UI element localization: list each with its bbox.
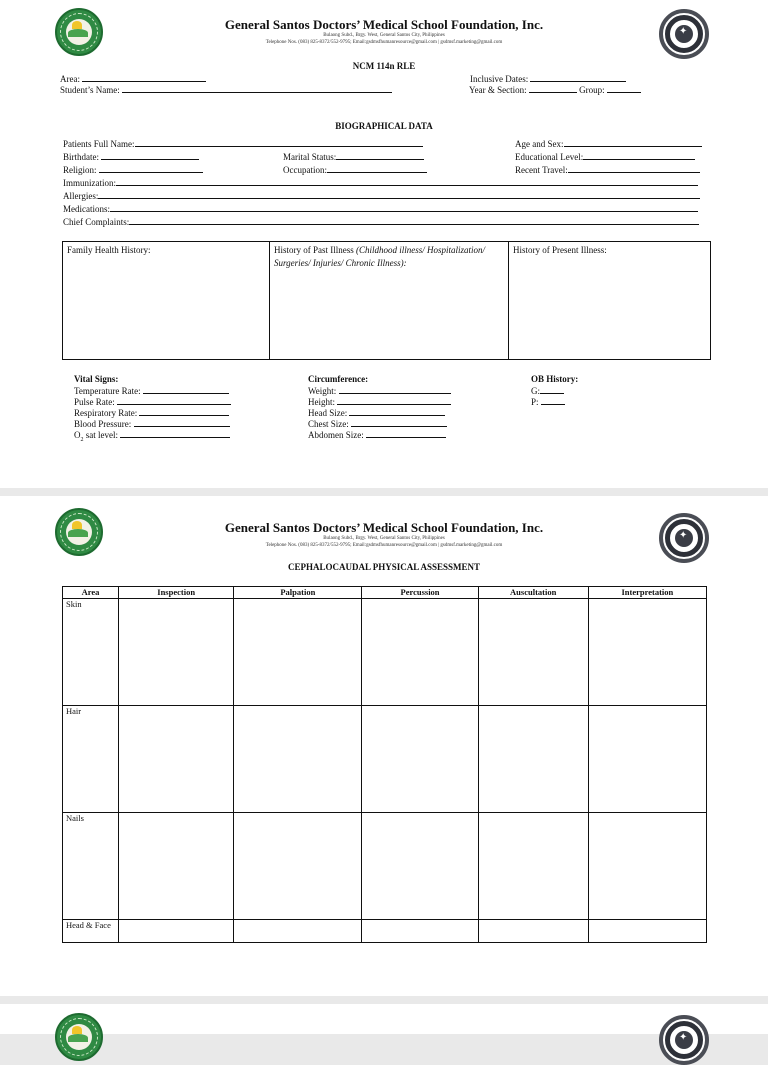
percussion-cell[interactable] bbox=[362, 599, 478, 706]
ob-history-title: OB History: bbox=[531, 374, 579, 384]
para-label: P: bbox=[531, 397, 539, 407]
o2-sat-label bbox=[74, 430, 118, 443]
inspection-cell[interactable] bbox=[119, 599, 234, 706]
row-area-label: Hair bbox=[63, 706, 119, 813]
respiratory-field[interactable] bbox=[74, 407, 229, 418]
religion-field[interactable] bbox=[63, 164, 203, 175]
medications-label: Medications: bbox=[63, 204, 110, 214]
circumference-title: Circumference: bbox=[308, 374, 369, 384]
inspection-cell[interactable] bbox=[119, 920, 234, 943]
org-name: General Santos Doctors’ Medical School Foundation, Inc. bbox=[224, 520, 544, 535]
present-illness-cell[interactable] bbox=[509, 242, 710, 359]
table-row bbox=[63, 599, 707, 706]
inclusive-dates-field[interactable] bbox=[470, 73, 626, 84]
history-box bbox=[62, 241, 711, 360]
table-row bbox=[63, 920, 707, 943]
immunization-field[interactable] bbox=[63, 177, 698, 188]
column-header: Percussion bbox=[362, 587, 478, 599]
present-illness-label: History of Present Illness: bbox=[513, 245, 607, 255]
auscultation-cell[interactable] bbox=[478, 599, 588, 706]
palpation-cell[interactable] bbox=[234, 813, 362, 920]
occupation-label: Occupation: bbox=[283, 165, 327, 175]
interpretation-cell[interactable] bbox=[588, 813, 706, 920]
religion-label: Religion: bbox=[63, 165, 97, 175]
area-label: Area: bbox=[60, 74, 80, 84]
past-illness-cell[interactable] bbox=[270, 242, 509, 359]
o2-suffix: sat level: bbox=[83, 430, 118, 440]
assessment-table bbox=[62, 586, 707, 943]
org-address: Bulaong Subd., Brgy. West, General Santos City, Philippines bbox=[323, 536, 445, 541]
respiratory-label: Respiratory Rate: bbox=[74, 408, 138, 418]
course-title: NCM 114n RLE bbox=[352, 61, 416, 71]
educational-level-field[interactable] bbox=[515, 151, 695, 162]
row-area-label: Head & Face bbox=[63, 920, 119, 943]
column-header: Interpretation bbox=[588, 587, 706, 599]
blood-pressure-field[interactable] bbox=[74, 418, 230, 429]
column-header: Inspection bbox=[119, 587, 234, 599]
abdomen-size-label: Abdomen Size: bbox=[308, 430, 364, 440]
student-name-field[interactable] bbox=[60, 84, 392, 95]
form-page-1 bbox=[0, 0, 768, 488]
column-header: Area bbox=[63, 587, 119, 599]
student-name-label: Student’s Name: bbox=[60, 85, 120, 95]
patient-name-label: Patients Full Name: bbox=[63, 139, 135, 149]
occupation-field[interactable] bbox=[283, 164, 427, 175]
interpretation-cell[interactable] bbox=[588, 920, 706, 943]
nursing-seal-logo: ✦ bbox=[659, 513, 709, 563]
blood-pressure-label: Blood Pressure: bbox=[74, 419, 132, 429]
auscultation-cell[interactable] bbox=[478, 813, 588, 920]
past-illness-label bbox=[274, 244, 504, 270]
inclusive-dates-label: Inclusive Dates: bbox=[470, 74, 529, 84]
percussion-cell[interactable] bbox=[362, 706, 478, 813]
abdomen-size-field[interactable] bbox=[308, 429, 446, 440]
table-row bbox=[63, 706, 707, 813]
palpation-cell[interactable] bbox=[234, 599, 362, 706]
weight-label: Weight: bbox=[308, 386, 337, 396]
past-illness-detail: (Childhood illness/ Hospitalization/ Surgeries/ Injuries/ Chronic Illness): bbox=[274, 245, 486, 268]
allergies-field[interactable] bbox=[63, 190, 700, 201]
chest-size-field[interactable] bbox=[308, 418, 447, 429]
head-size-label: Head Size: bbox=[308, 408, 348, 418]
weight-field[interactable] bbox=[308, 385, 451, 396]
marital-status-label: Marital Status: bbox=[283, 152, 337, 162]
o2-sub: 2 bbox=[80, 436, 84, 443]
age-sex-label: Age and Sex: bbox=[515, 139, 564, 149]
family-history-label: Family Health History: bbox=[67, 245, 151, 255]
school-seal-logo bbox=[55, 1013, 103, 1061]
pulse-field[interactable] bbox=[74, 396, 231, 407]
o2-sat-field[interactable] bbox=[74, 429, 230, 443]
educational-level-label: Educational Level: bbox=[515, 152, 584, 162]
nursing-seal-logo: ✦ bbox=[659, 9, 709, 59]
height-field[interactable] bbox=[308, 396, 451, 407]
table-row bbox=[63, 813, 707, 920]
marital-status-field[interactable] bbox=[283, 151, 424, 162]
form-page-3 bbox=[0, 1004, 768, 1043]
o2-label: O bbox=[74, 430, 81, 440]
patient-name-field[interactable] bbox=[63, 138, 423, 149]
form-page-2 bbox=[0, 496, 768, 996]
inspection-cell[interactable] bbox=[119, 813, 234, 920]
org-name: General Santos Doctors’ Medical School Foundation, Inc. bbox=[224, 17, 544, 32]
pulse-label: Pulse Rate: bbox=[74, 397, 115, 407]
palpation-cell[interactable] bbox=[234, 706, 362, 813]
column-header: Auscultation bbox=[478, 587, 588, 599]
temperature-label: Temperature Rate: bbox=[74, 386, 141, 396]
row-area-label: Nails bbox=[63, 813, 119, 920]
interpretation-cell[interactable] bbox=[588, 599, 706, 706]
birthdate-field[interactable] bbox=[63, 151, 199, 162]
org-telephone: Telephone Nos. (083) 825-8372/552-9795; Email:gsdmsfhumanresource@gmail.com | gsdmsf.marketing@gmail.com bbox=[265, 543, 503, 548]
temperature-field[interactable] bbox=[74, 385, 229, 396]
percussion-cell[interactable] bbox=[362, 920, 478, 943]
nursing-seal-logo: ✦ bbox=[659, 1015, 709, 1065]
medications-field[interactable] bbox=[63, 203, 698, 214]
assessment-title: CEPHALOCAUDAL PHYSICAL ASSESSMENT bbox=[287, 562, 481, 572]
chief-complaints-label: Chief Complaints: bbox=[63, 217, 130, 227]
org-telephone: Telephone Nos. (083) 825-8372/552-9795; Email:gsdmsfhumanresource@gmail.com | gsdmsf.marketing@gmail.com bbox=[265, 40, 503, 45]
group-label: Group: bbox=[579, 85, 605, 95]
area-field[interactable] bbox=[60, 73, 206, 84]
year-section-label: Year & Section: bbox=[469, 85, 527, 95]
recent-travel-label: Recent Travel: bbox=[515, 165, 568, 175]
immunization-label: Immunization: bbox=[63, 178, 116, 188]
allergies-label: Allergies: bbox=[63, 191, 99, 201]
palpation-cell[interactable] bbox=[234, 920, 362, 943]
para-field[interactable] bbox=[531, 396, 565, 407]
percussion-cell[interactable] bbox=[362, 813, 478, 920]
head-size-field[interactable] bbox=[308, 407, 445, 418]
org-address: Bulaong Subd., Brgy. West, General Santos City, Philippines bbox=[323, 33, 445, 38]
gravida-field[interactable] bbox=[531, 385, 564, 396]
year-section-field[interactable] bbox=[469, 84, 641, 95]
gravida-label: G: bbox=[531, 386, 540, 396]
column-header: Palpation bbox=[234, 587, 362, 599]
birthdate-label: Birthdate: bbox=[63, 152, 99, 162]
auscultation-cell[interactable] bbox=[478, 920, 588, 943]
bio-title: BIOGRAPHICAL DATA bbox=[335, 121, 433, 131]
age-sex-field[interactable] bbox=[515, 138, 702, 149]
family-history-cell[interactable] bbox=[63, 242, 270, 359]
vital-signs-title: Vital Signs: bbox=[74, 374, 119, 384]
inspection-cell[interactable] bbox=[119, 706, 234, 813]
recent-travel-field[interactable] bbox=[515, 164, 700, 175]
chest-size-label: Chest Size: bbox=[308, 419, 349, 429]
table-header-row bbox=[63, 587, 707, 599]
row-area-label: Skin bbox=[63, 599, 119, 706]
auscultation-cell[interactable] bbox=[478, 706, 588, 813]
chief-complaints-field[interactable] bbox=[63, 216, 699, 227]
height-label: Height: bbox=[308, 397, 335, 407]
interpretation-cell[interactable] bbox=[588, 706, 706, 813]
past-illness-title: History of Past Illness bbox=[274, 245, 354, 255]
